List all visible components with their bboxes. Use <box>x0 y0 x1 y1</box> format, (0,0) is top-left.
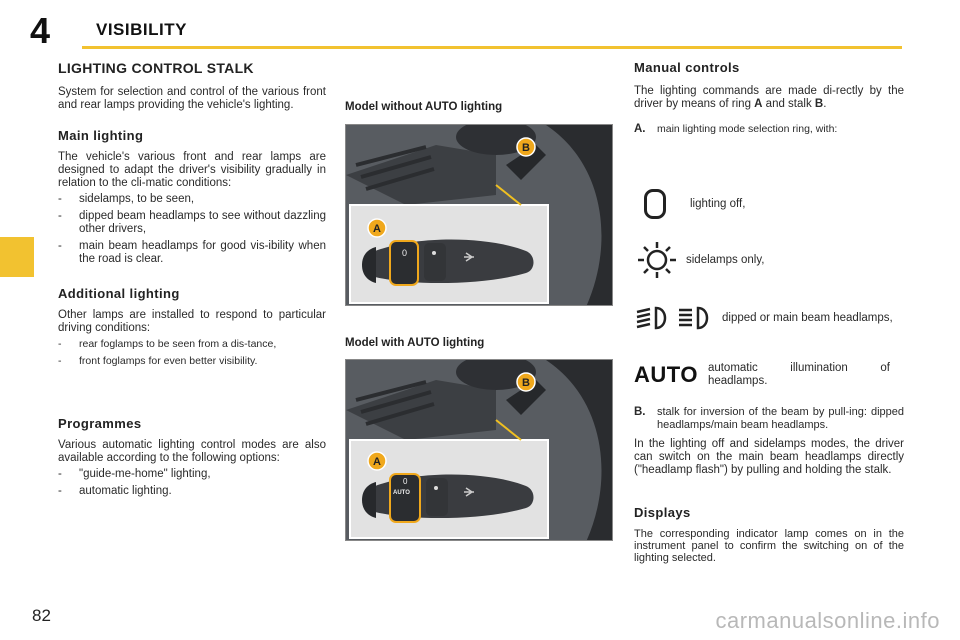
displays-heading: Displays <box>634 505 691 520</box>
chapter-title: VISIBILITY <box>96 20 187 39</box>
chapter-side-tab <box>0 237 34 277</box>
mode-row-auto <box>634 362 904 388</box>
ring-zero-label: 0 <box>402 248 408 258</box>
label-b: B <box>522 142 530 154</box>
stalk-photo-without-auto <box>345 124 613 306</box>
stalk-photo-with-auto <box>345 359 613 541</box>
programmes-heading: Programmes <box>58 416 142 431</box>
ring-zero-label: 0 <box>403 477 408 486</box>
mode-label-auto: automatic illumination of headlamps. <box>707 362 890 387</box>
list-item: - sidelamps, to be seen, <box>58 193 195 205</box>
programmes-text: Various automatic lighting control modes are also available according to the following options: <box>58 439 326 464</box>
lighting-off-icon <box>644 189 666 219</box>
section-title: LIGHTING CONTROL STALK <box>58 60 254 76</box>
label-a: A <box>373 223 381 235</box>
list-item: - dipped beam headlamps to see without dazzling other drivers, <box>58 210 326 235</box>
item-b-text: B. stalk for inversion of the beam by pull-ing: dipped headlamps/main beam headlamps. <box>634 406 904 431</box>
additional-lighting-list <box>58 338 326 368</box>
figure-caption-without-auto: Model without AUTO lighting <box>345 101 503 113</box>
right-column-lower <box>634 406 904 564</box>
additional-lighting-text: Other lamps are installed to respond to particular driving conditions: <box>58 309 326 334</box>
main-lighting-heading: Main lighting <box>58 128 144 143</box>
list-item: - "guide-me-home" lighting, <box>58 468 211 480</box>
headlamp-flash-text: In the lighting off and sidelamps modes, the driver can switch on the main beam headlamps directly ("headlamp flash") by pulling and holding the stalk. <box>634 438 904 476</box>
mode-label-off: lighting off, <box>690 197 746 210</box>
intro-text: System for selection and control of the various front and rear lamps providing the vehicle's lighting. <box>58 86 326 111</box>
watermark: carmanualsonline.info <box>715 608 940 633</box>
mode-row-dipped-main <box>634 305 904 331</box>
list-item: - rear foglamps to be seen from a dis-tance, <box>58 338 277 350</box>
dipped-beam-icon <box>634 305 670 331</box>
list-item: - main beam headlamps for good vis-ibility when the road is clear. <box>58 240 326 265</box>
mode-label-dipped-main: dipped or main beam headlamps, <box>722 311 893 324</box>
label-b: B <box>522 377 530 389</box>
sidelamps-icon <box>634 240 680 280</box>
mode-row-off <box>634 189 745 219</box>
displays-text: The corresponding indicator lamp comes on in the instrument panel to confirm the switching on of the lighting selected. <box>634 528 904 564</box>
page-number: 82 <box>32 606 51 625</box>
list-item: - automatic lighting. <box>58 485 172 497</box>
left-column <box>58 60 326 502</box>
main-beam-icon <box>676 305 712 331</box>
right-column <box>634 60 904 136</box>
figure-caption-with-auto: Model with AUTO lighting <box>345 337 485 349</box>
auto-icon: AUTO <box>634 362 698 387</box>
programmes-list <box>58 468 326 498</box>
header-rule <box>82 46 902 49</box>
main-lighting-text: The vehicle's various front and rear lamps are designed to adapt the driver's visibility gradually in relation to the cli-matic conditions: <box>58 151 326 189</box>
list-item: - front foglamps for even better visibility. <box>58 355 258 367</box>
manual-controls-intro: The lighting commands are made di-rectly by the driver by means of ring A and stalk B. <box>634 85 904 110</box>
chapter-number: 4 <box>30 10 51 51</box>
item-a-text: A. main lighting mode selection ring, with: <box>634 123 838 135</box>
ring-auto-label: AUTO <box>393 490 410 496</box>
manual-controls-heading: Manual controls <box>634 60 740 75</box>
additional-lighting-heading: Additional lighting <box>58 286 180 301</box>
mode-label-sidelamps: sidelamps only, <box>686 253 765 266</box>
label-a: A <box>373 456 381 468</box>
mode-row-sidelamps <box>634 240 764 280</box>
main-lighting-list <box>58 193 326 266</box>
